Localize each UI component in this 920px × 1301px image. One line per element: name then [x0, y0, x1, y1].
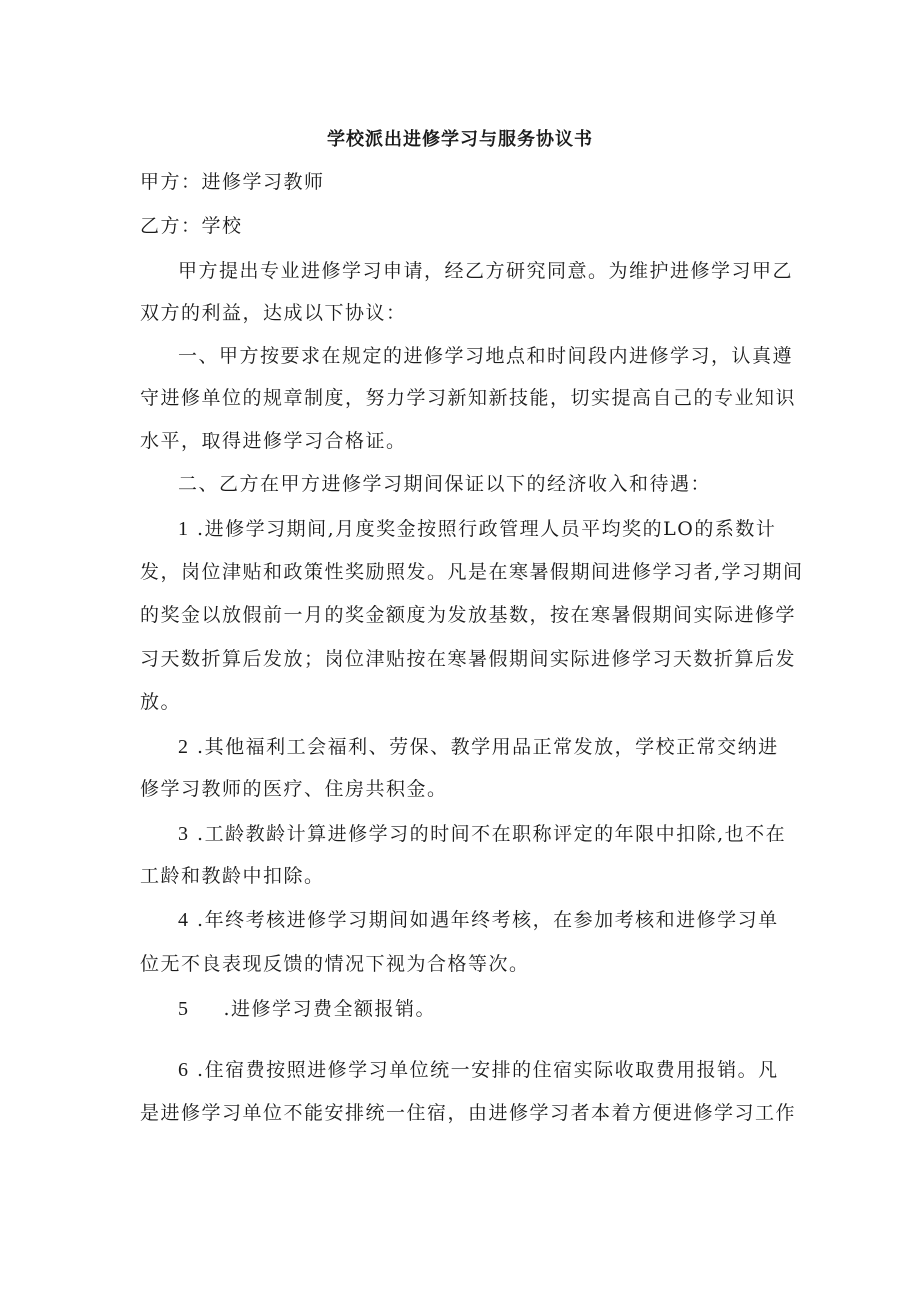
item-text: .其他福利工会福利、劳保、教学用品正常发放，学校正常交纳进 — [197, 736, 779, 758]
clause-1-line: 一、甲方按要求在规定的进修学习地点和时间段内进修学习，认真遵 — [178, 345, 794, 367]
item-line: 修学习教师的医疗、住房共积金。 — [140, 778, 448, 800]
document-title: 学校派出进修学习与服务协议书 — [327, 129, 593, 150]
item-text: .年终考核进修学习期间如遇年终考核，在参加考核和进修学习单 — [197, 909, 779, 931]
intro-line: 甲方提出专业进修学习申请，经乙方研究同意。为维护进修学习甲乙 — [178, 260, 794, 282]
item-line — [140, 995, 800, 1023]
intro-line: 双方的利益，达成以下协议： — [140, 302, 407, 324]
item-line: 放。 — [140, 691, 182, 713]
item-text: .住宿费按照进修学习单位统一安排的住宿实际收取费用报销。凡 — [197, 1059, 779, 1081]
item-line: 习天数折算后发放；岗位津贴按在寒暑假期间实际进修学习天数折算后发 — [140, 648, 797, 670]
item-text: .进修学习费全额报销。 — [223, 998, 437, 1020]
item-line: 是进修学习单位不能安排统一住宿，由进修学习者本着方便进修学习工作 — [140, 1102, 797, 1124]
item-line: 发，岗位津贴和政策性奖励照发。凡是在寒暑假期间进修学习者,学习期间 — [140, 561, 804, 583]
party-b-line: 乙方：学校 — [140, 215, 243, 237]
item-line — [140, 906, 800, 934]
item-number: 1 — [178, 518, 190, 540]
item-line — [140, 1056, 800, 1084]
item-number: 6 — [178, 1059, 190, 1081]
clause-1-line: 水平，取得进修学习合格证。 — [140, 430, 407, 452]
item-line: 工龄和教龄中扣除。 — [140, 865, 325, 887]
item-number: 5 — [178, 998, 190, 1020]
item-line: 位无不良表现反馈的情况下视为合格等次。 — [140, 953, 530, 975]
item-number: 3 — [178, 823, 190, 845]
item-text: .进修学习期间,月度奖金按照行政管理人员平均奖的LO的系数计 — [197, 518, 777, 540]
item-line — [140, 515, 800, 543]
clause-2-heading: 二、乙方在甲方进修学习期间保证以下的经济收入和待遇： — [178, 473, 712, 495]
party-a-line: 甲方：进修学习教师 — [140, 171, 325, 193]
clause-1-line: 守进修单位的规章制度，努力学习新知新技能，切实提高自己的专业知识 — [140, 387, 797, 409]
item-line: 的奖金以放假前一月的奖金额度为发放基数，按在寒暑假期间实际进修学 — [140, 604, 797, 626]
item-line — [140, 820, 800, 848]
item-line — [140, 733, 800, 761]
item-number: 4 — [178, 909, 190, 931]
item-text: .工龄教龄计算进修学习的时间不在职称评定的年限中扣除,也不在 — [197, 823, 787, 845]
item-number: 2 — [178, 736, 190, 758]
